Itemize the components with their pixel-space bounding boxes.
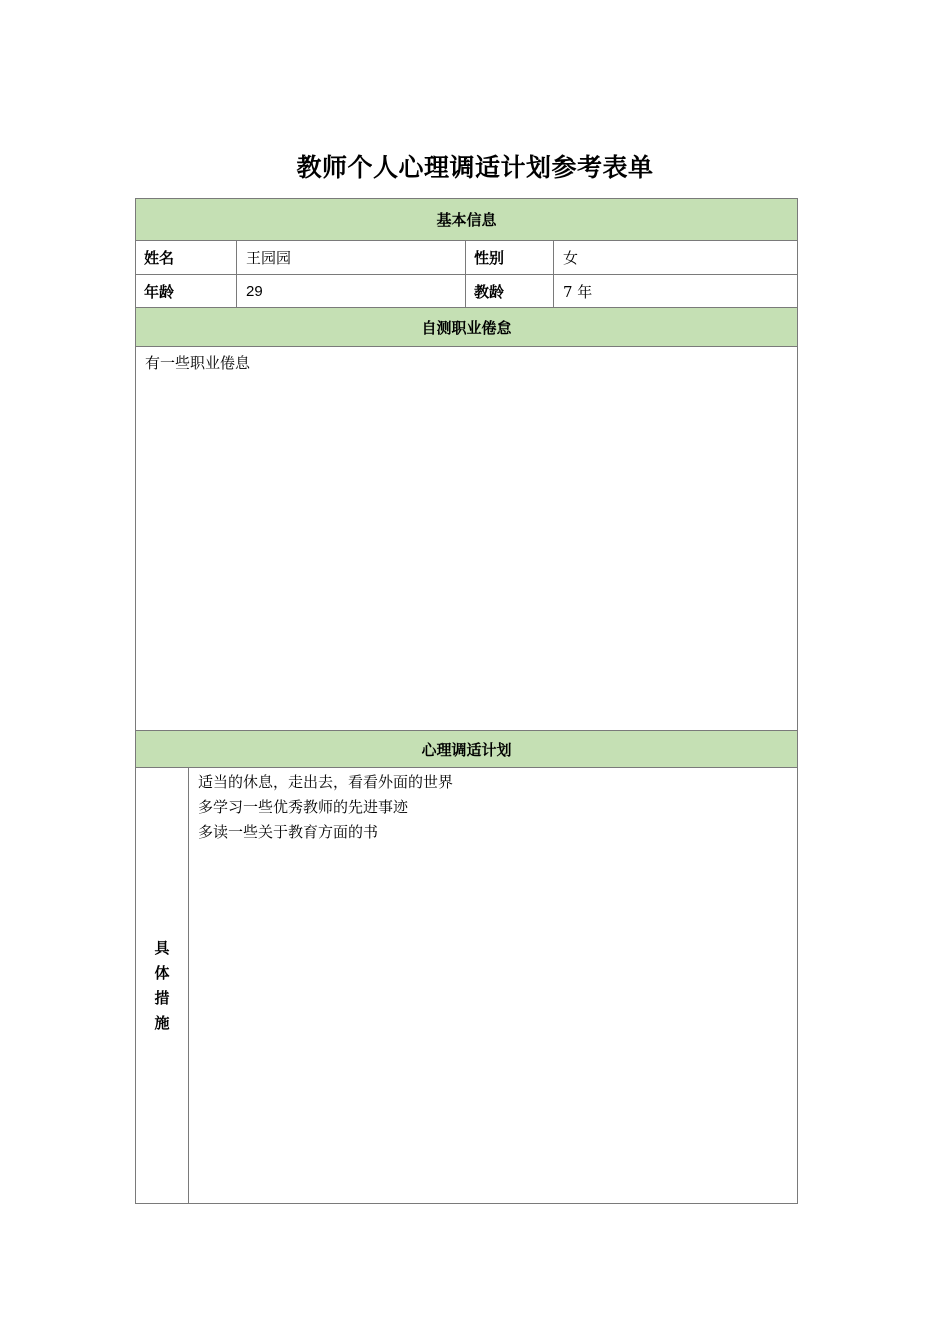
age-value: 29 xyxy=(237,275,466,308)
age-years-row xyxy=(136,275,798,308)
measures-side-label xyxy=(136,768,189,1204)
name-value: 王园园 xyxy=(237,241,466,275)
measure-item: 多学习一些优秀教师的先进事迹 xyxy=(198,798,409,816)
burnout-content-row xyxy=(136,347,798,731)
measures-label-char: 施 xyxy=(154,1013,170,1032)
measures-label-char: 措 xyxy=(154,988,170,1007)
plan-header: 心理调适计划 xyxy=(136,731,798,768)
measure-item: 多读一些关于教育方面的书 xyxy=(198,823,379,841)
measures-label-char: 体 xyxy=(154,963,170,982)
plan-header-row xyxy=(136,731,798,768)
age-label: 年龄 xyxy=(136,275,237,308)
measure-item: 适当的休息，走出去，看看外面的世界 xyxy=(198,773,454,791)
gender-value: 女 xyxy=(554,241,798,275)
plan-form-table xyxy=(135,198,798,1204)
burnout-header: 自测职业倦怠 xyxy=(136,308,798,347)
measures-list xyxy=(189,768,798,1204)
name-gender-row xyxy=(136,241,798,275)
name-label: 姓名 xyxy=(136,241,237,275)
measures-label-char: 具 xyxy=(154,938,170,957)
plan-content-row xyxy=(136,768,798,1204)
gender-label: 性别 xyxy=(466,241,554,275)
teaching-years-value: 7 年 xyxy=(554,275,798,308)
teaching-years-label: 教龄 xyxy=(466,275,554,308)
basic-info-header-row xyxy=(136,199,798,241)
document-title: 教师个人心理调适计划参考表单 xyxy=(296,153,654,182)
burnout-content: 有一些职业倦息 xyxy=(136,347,798,731)
basic-info-header: 基本信息 xyxy=(136,199,798,241)
burnout-header-row xyxy=(136,308,798,347)
